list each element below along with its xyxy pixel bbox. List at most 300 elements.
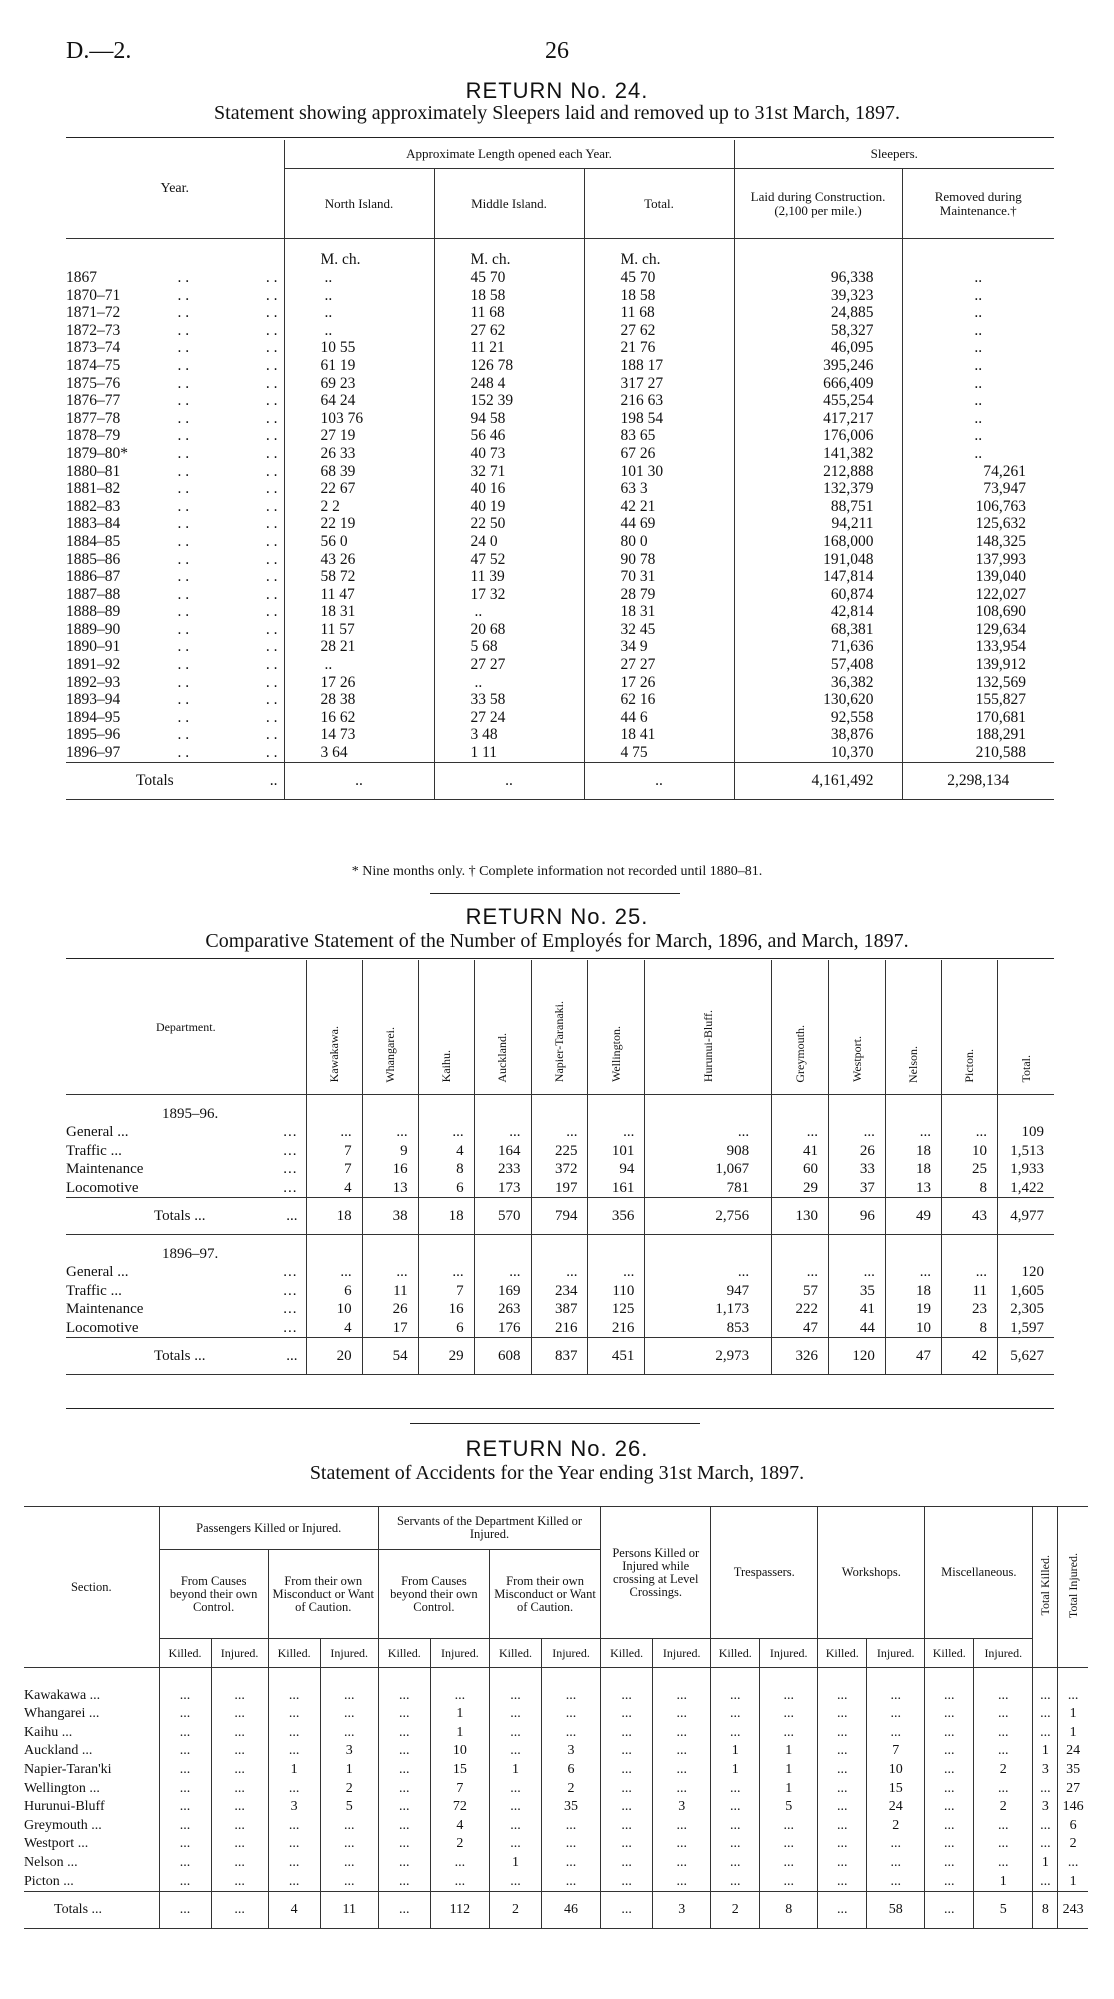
leader-dots: . . . . — [177, 462, 278, 480]
return24-row — [66, 586, 1054, 604]
leader-dots: . . . . — [177, 304, 278, 322]
employes-cell: ... — [941, 1123, 997, 1142]
accidents-cell: ... — [159, 1724, 211, 1743]
return24-subtitle: Statement showing approximately Sleepers laid and removed up to 31st March, 1897. — [214, 102, 900, 124]
document-code: D.—2. — [66, 38, 132, 64]
employes-column-header: Greymouth. — [792, 1024, 807, 1083]
accidents-cell: ... — [430, 1873, 489, 1892]
employes-total-cell: 4,977 — [997, 1198, 1054, 1235]
employes-cell: 947 — [645, 1282, 772, 1301]
north-island-cell: 11 47 — [284, 586, 434, 604]
laid-cell: 36,382 — [734, 674, 902, 692]
accidents-cell: 1 — [1058, 1724, 1088, 1743]
removed-cell: 108,690 — [902, 603, 1054, 621]
employes-column-header: Kawakawa. — [326, 1026, 341, 1083]
accidents-cell: ... — [601, 1705, 653, 1724]
totals-middle: .. — [434, 762, 584, 799]
removed-cell: .. — [902, 357, 1054, 375]
north-island-cell: 27 19 — [284, 427, 434, 445]
accidents-cell: ... — [974, 1835, 1033, 1854]
laid-cell: 42,814 — [734, 603, 902, 621]
north-island-header: North Island. — [284, 169, 434, 239]
accidents-cell: ... — [711, 1854, 760, 1873]
section-label: Whangarei ... — [24, 1706, 100, 1722]
accidents-cell: ... — [378, 1724, 430, 1743]
middle-island-cell: .. — [434, 674, 584, 692]
total-length-cell: 44 6 — [584, 709, 734, 727]
accidents-cell: ... — [1058, 1854, 1088, 1873]
return24-rows — [66, 269, 1054, 762]
middle-island-cell: 45 70 — [434, 269, 584, 287]
return24-row — [66, 515, 1054, 533]
employes-column-header: Auckland. — [495, 1032, 510, 1083]
accidents-cell: ... — [159, 1705, 211, 1724]
employes-cell: ... — [306, 1123, 362, 1142]
accidents-cell: 2 — [1058, 1835, 1088, 1854]
north-island-cell: 17 26 — [284, 674, 434, 692]
totals-removed: 2,298,134 — [902, 762, 1054, 799]
employes-cell: 222 — [772, 1300, 829, 1319]
accidents-cell: ... — [1033, 1687, 1058, 1706]
year-label: 1883–84 — [66, 515, 121, 533]
accidents-cell: ... — [211, 1742, 268, 1761]
employes-cell: 853 — [645, 1319, 772, 1338]
accidents-cell: 3 — [268, 1798, 320, 1817]
accidents-cell: ... — [541, 1817, 600, 1836]
accidents-cell: ... — [489, 1873, 541, 1892]
section-label: Kawakawa ... — [24, 1687, 101, 1703]
return24-row — [66, 498, 1054, 516]
total-length-cell: 188 17 — [584, 357, 734, 375]
accidents-cell: 146 — [1058, 1798, 1088, 1817]
employes-cell: 57 — [772, 1282, 829, 1301]
department-label: Traffic ... — [66, 1142, 122, 1159]
middle-island-cell: 56 46 — [434, 427, 584, 445]
removed-cell: .. — [902, 269, 1054, 287]
accidents-cell: 1 — [489, 1761, 541, 1780]
department-label: General ... — [66, 1124, 129, 1140]
removed-cell: .. — [902, 322, 1054, 340]
employes-cell: 7 — [418, 1282, 474, 1301]
accidents-cell: ... — [211, 1798, 268, 1817]
accidents-cell: ... — [541, 1835, 600, 1854]
employes-cell: 234 — [531, 1282, 588, 1301]
accidents-cell: ... — [1033, 1835, 1058, 1854]
north-island-cell: .. — [284, 322, 434, 340]
employes-cell: 11 — [362, 1282, 418, 1301]
employes-cell: 9 — [362, 1142, 418, 1161]
accidents-row — [24, 1724, 1088, 1743]
middle-island-cell: 126 78 — [434, 357, 584, 375]
total-length-cell: 70 31 — [584, 568, 734, 586]
return24-row — [66, 656, 1054, 674]
accidents-cell: ... — [268, 1687, 320, 1706]
department-label: Locomotive — [66, 1319, 139, 1336]
north-island-cell: 64 24 — [284, 392, 434, 410]
leader-dots: . . . . — [177, 708, 278, 726]
employes-cell: 908 — [645, 1142, 772, 1161]
accidents-row — [24, 1742, 1088, 1761]
accidents-total-cell: ... — [211, 1892, 268, 1929]
accidents-cell: ... — [653, 1854, 711, 1873]
year-label: 1879–80* — [66, 444, 128, 462]
employes-total-cell: 2,973 — [645, 1338, 772, 1375]
year-label: 1888–89 — [66, 603, 121, 621]
laid-cell: 417,217 — [734, 410, 902, 428]
accidents-cell: ... — [925, 1724, 974, 1743]
accidents-cell: ... — [760, 1724, 818, 1743]
accidents-cell: ... — [818, 1854, 867, 1873]
accidents-cell: ... — [159, 1687, 211, 1706]
totals-dots: .. — [269, 771, 278, 789]
accidents-total-cell: ... — [159, 1892, 211, 1929]
removed-cell: 133,954 — [902, 638, 1054, 656]
employes-cell: 6 — [306, 1282, 362, 1301]
accidents-cell: ... — [760, 1705, 818, 1724]
accidents-cell: ... — [818, 1798, 867, 1817]
accidents-cell: ... — [925, 1854, 974, 1873]
accidents-cell: ... — [711, 1687, 760, 1706]
year-label: 1894–95 — [66, 708, 121, 726]
employes-cell: 216 — [588, 1319, 645, 1338]
north-island-cell: 10 55 — [284, 339, 434, 357]
employes-cell: ... — [306, 1263, 362, 1282]
north-island-cell: 16 62 — [284, 709, 434, 727]
accidents-cell: ... — [867, 1705, 925, 1724]
accidents-cell: ... — [159, 1854, 211, 1873]
return24-row — [66, 603, 1054, 621]
employes-cell: 25 — [941, 1160, 997, 1179]
injured-subheader: Injured. — [974, 1639, 1033, 1668]
employes-cell: 1,597 — [997, 1319, 1054, 1338]
laid-cell: 455,254 — [734, 392, 902, 410]
accidents-cell: ... — [211, 1780, 268, 1799]
middle-island-cell: 94 58 — [434, 410, 584, 428]
employes-total-cell: 2,756 — [645, 1198, 772, 1235]
accidents-cell: ... — [211, 1687, 268, 1706]
accidents-cell: ... — [159, 1835, 211, 1854]
employes-cell: 125 — [588, 1300, 645, 1319]
accidents-cell: ... — [1033, 1873, 1058, 1892]
accidents-cell: ... — [320, 1835, 378, 1854]
removed-cell: 125,632 — [902, 515, 1054, 533]
return24-row — [66, 533, 1054, 551]
accidents-cell: 15 — [867, 1780, 925, 1799]
accidents-cell: 1 — [430, 1705, 489, 1724]
leader-dots: ... — [283, 1282, 298, 1299]
accidents-cell: ... — [867, 1873, 925, 1892]
year-label: 1870–71 — [66, 286, 121, 304]
return24-row — [66, 392, 1054, 410]
employes-cell: 4 — [306, 1319, 362, 1338]
accidents-cell: ... — [653, 1873, 711, 1892]
middle-island-cell: 3 48 — [434, 726, 584, 744]
accidents-cell: ... — [320, 1873, 378, 1892]
total-length-cell: 44 69 — [584, 515, 734, 533]
leader-dots: . . . . — [177, 321, 278, 339]
leader-dots: . . . . — [177, 497, 278, 515]
killed-subheader: Killed. — [159, 1639, 211, 1668]
employes-cell: 7 — [306, 1142, 362, 1161]
laid-header: Laid during Construction. (2,100 per mile.) — [734, 169, 902, 239]
trespassers-header: Trespassers. — [711, 1507, 818, 1639]
accidents-cell: 24 — [867, 1798, 925, 1817]
accidents-cell: ... — [320, 1705, 378, 1724]
total-length-cell: 18 41 — [584, 726, 734, 744]
employes-cell: 101 — [588, 1142, 645, 1161]
middle-island-cell: 24 0 — [434, 533, 584, 551]
accidents-cell: ... — [818, 1873, 867, 1892]
employes-cell: 13 — [885, 1179, 941, 1198]
accidents-cell: ... — [601, 1798, 653, 1817]
accidents-row — [24, 1798, 1088, 1817]
north-island-cell: 28 21 — [284, 638, 434, 656]
laid-cell: 24,885 — [734, 304, 902, 322]
accidents-cell: 1 — [760, 1761, 818, 1780]
removed-cell: .. — [902, 304, 1054, 322]
leader-dots: ... — [283, 1142, 298, 1159]
section-label: Wellington ... — [24, 1780, 100, 1796]
accidents-cell: 1 — [430, 1724, 489, 1743]
employes-cell: ... — [362, 1263, 418, 1282]
employes-column-header: Picton. — [962, 1048, 977, 1083]
north-island-cell: 22 19 — [284, 515, 434, 533]
return26-subtitle: Statement of Accidents for the Year ending 31st March, 1897. — [309, 1462, 805, 1484]
employes-cell: 41 — [829, 1300, 886, 1319]
accidents-cell: 7 — [867, 1742, 925, 1761]
total-length-cell: 63 3 — [584, 480, 734, 498]
accidents-cell: ... — [653, 1687, 711, 1706]
employes-cell: ... — [418, 1123, 474, 1142]
return24-title: RETURN No. 24. — [465, 78, 649, 103]
accidents-cell: ... — [711, 1724, 760, 1743]
total-length-cell: 42 21 — [584, 498, 734, 516]
total-length-cell: 28 79 — [584, 586, 734, 604]
accidents-cell: ... — [653, 1761, 711, 1780]
department-label: Locomotive — [66, 1179, 139, 1196]
year-label: 1896–97 — [66, 744, 121, 762]
year-label: 1893–94 — [66, 691, 121, 709]
accidents-cell: 2 — [974, 1798, 1033, 1817]
accidents-cell: 1 — [711, 1742, 760, 1761]
leader-dots: . . . . — [177, 691, 278, 709]
year-cell — [66, 322, 284, 340]
employes-total-cell: 18 — [418, 1198, 474, 1235]
accidents-cell: ... — [159, 1742, 211, 1761]
total-injured-header: Total Injured. — [1065, 1552, 1080, 1619]
employes-cell: 387 — [531, 1300, 588, 1319]
passengers-header: Passengers Killed or Injured. — [159, 1507, 378, 1550]
year-label: 1889–90 — [66, 620, 121, 638]
laid-cell: 46,095 — [734, 339, 902, 357]
total-length-cell: 317 27 — [584, 375, 734, 393]
removed-cell: .. — [902, 445, 1054, 463]
employes-cell: 1,422 — [997, 1179, 1054, 1198]
employes-cell: 18 — [885, 1142, 941, 1161]
employes-cell: 2,305 — [997, 1300, 1054, 1319]
accidents-cell: 2 — [320, 1780, 378, 1799]
accidents-cell: ... — [925, 1873, 974, 1892]
return24-row — [66, 322, 1054, 340]
accidents-total-cell: 5 — [974, 1892, 1033, 1929]
servants-header: Servants of the Department Killed or Injured. — [378, 1507, 600, 1550]
accidents-cell: ... — [320, 1817, 378, 1836]
employes-cell: 176 — [474, 1319, 531, 1338]
accidents-total-cell: 3 — [653, 1892, 711, 1929]
middle-island-cell: .. — [434, 603, 584, 621]
employes-row — [66, 1142, 1054, 1161]
accidents-cell: ... — [541, 1724, 600, 1743]
accidents-cell: 1 — [974, 1873, 1033, 1892]
total-killed-header: Total Killed. — [1037, 1555, 1052, 1616]
accidents-cell: ... — [378, 1798, 430, 1817]
accidents-cell: 1 — [1058, 1705, 1088, 1724]
total-length-cell: 18 58 — [584, 287, 734, 305]
accidents-cell: ... — [1033, 1705, 1058, 1724]
accidents-cell: ... — [1033, 1780, 1058, 1799]
injured-subheader: Injured. — [760, 1639, 818, 1668]
total-header: Total. — [584, 169, 734, 239]
year-cell — [66, 515, 284, 533]
accidents-cell: 35 — [541, 1798, 600, 1817]
north-island-cell: 43 26 — [284, 551, 434, 569]
accidents-row — [24, 1687, 1088, 1706]
north-island-cell: 18 31 — [284, 603, 434, 621]
return24-row — [66, 744, 1054, 762]
accidents-cell: ... — [268, 1742, 320, 1761]
accidents-cell: 1 — [760, 1780, 818, 1799]
year-label: 1881–82 — [66, 480, 121, 498]
accidents-cell: ... — [760, 1835, 818, 1854]
middle-island-cell: 40 73 — [434, 445, 584, 463]
accidents-cell: ... — [711, 1780, 760, 1799]
middle-island-cell: 17 32 — [434, 586, 584, 604]
leader-dots: . . . . — [177, 550, 278, 568]
accidents-row — [24, 1780, 1088, 1799]
accidents-cell: ... — [159, 1817, 211, 1836]
return24-row — [66, 339, 1054, 357]
accidents-cell: ... — [974, 1705, 1033, 1724]
employes-cell: 1,513 — [997, 1142, 1054, 1161]
middle-island-cell: 27 62 — [434, 322, 584, 340]
accidents-cell: ... — [1033, 1724, 1058, 1743]
return24-row — [66, 357, 1054, 375]
year-label: 1880–81 — [66, 462, 121, 480]
laid-cell: 132,379 — [734, 480, 902, 498]
section-header: Section. — [24, 1507, 159, 1668]
year-cell — [66, 744, 284, 762]
leader-dots: ... — [286, 1348, 298, 1364]
totals-total: .. — [584, 762, 734, 799]
employes-cell: 1,933 — [997, 1160, 1054, 1179]
leader-dots: . . . . — [177, 744, 278, 762]
year-cell — [66, 656, 284, 674]
accidents-cell: ... — [541, 1687, 600, 1706]
accidents-cell: ... — [268, 1873, 320, 1892]
total-length-cell: 27 62 — [584, 322, 734, 340]
employes-total-cell: 356 — [588, 1198, 645, 1235]
accidents-cell: 5 — [760, 1798, 818, 1817]
accidents-cell: 15 — [430, 1761, 489, 1780]
accidents-cell: 6 — [541, 1761, 600, 1780]
employes-column-header: Wellington. — [609, 1026, 624, 1083]
accidents-cell: 3 — [320, 1742, 378, 1761]
laid-cell: 38,876 — [734, 726, 902, 744]
north-island-cell: 58 72 — [284, 568, 434, 586]
leader-dots: ... — [283, 1264, 298, 1280]
accidents-cell: ... — [320, 1687, 378, 1706]
north-island-cell: 68 39 — [284, 463, 434, 481]
accidents-cell: 1 — [320, 1761, 378, 1780]
employes-total-cell: 43 — [941, 1198, 997, 1235]
return24-footnote: * Nine months only. † Complete information not recorded until 1880–81. — [351, 864, 763, 879]
employes-total-cell: 29 — [418, 1338, 474, 1375]
section-label: Hurunui-Bluff — [24, 1799, 105, 1815]
accidents-cell: ... — [430, 1687, 489, 1706]
return24-row — [66, 445, 1054, 463]
employes-cell: 781 — [645, 1179, 772, 1198]
removed-cell: .. — [902, 339, 1054, 357]
employes-cell: ... — [772, 1123, 829, 1142]
middle-island-cell: 18 58 — [434, 287, 584, 305]
year-label: 1887–88 — [66, 585, 121, 603]
accidents-cell: ... — [653, 1817, 711, 1836]
employes-cell: 16 — [362, 1160, 418, 1179]
laid-cell: 39,323 — [734, 287, 902, 305]
accidents-cell: ... — [711, 1817, 760, 1836]
total-length-cell: 83 65 — [584, 427, 734, 445]
accidents-cell: ... — [601, 1835, 653, 1854]
employes-cell: 372 — [531, 1160, 588, 1179]
year-label: 1878–79 — [66, 427, 121, 445]
return24-row — [66, 691, 1054, 709]
year-cell — [66, 339, 284, 357]
employes-total-cell: 54 — [362, 1338, 418, 1375]
leader-dots: . . . . — [177, 585, 278, 603]
employes-cell: ... — [645, 1263, 772, 1282]
employes-cell: ... — [829, 1263, 886, 1282]
employes-cell: 33 — [829, 1160, 886, 1179]
year-label: 1867 — [66, 269, 97, 286]
north-island-cell: 103 76 — [284, 410, 434, 428]
accidents-cell: ... — [378, 1705, 430, 1724]
leader-dots: . . . . — [177, 480, 278, 498]
employes-total-cell: 451 — [588, 1338, 645, 1375]
middle-island-cell: 11 68 — [434, 304, 584, 322]
accidents-row — [24, 1854, 1088, 1873]
laid-cell: 191,048 — [734, 551, 902, 569]
employes-row — [66, 1319, 1054, 1338]
accidents-cell: 35 — [1058, 1761, 1088, 1780]
north-island-cell: 61 19 — [284, 357, 434, 375]
killed-subheader: Killed. — [601, 1639, 653, 1668]
accidents-cell: ... — [974, 1817, 1033, 1836]
year-label: 1886–87 — [66, 568, 121, 586]
accidents-cell: ... — [159, 1798, 211, 1817]
middle-island-cell: 11 39 — [434, 568, 584, 586]
killed-subheader: Killed. — [925, 1639, 974, 1668]
accidents-total-cell: 58 — [867, 1892, 925, 1929]
accidents-cell: ... — [818, 1724, 867, 1743]
laid-cell: 10,370 — [734, 744, 902, 762]
laid-cell: 176,006 — [734, 427, 902, 445]
employes-column-header: Napier-Taranaki. — [552, 1001, 567, 1083]
accidents-cell: 3 — [653, 1798, 711, 1817]
north-island-cell: .. — [284, 287, 434, 305]
accidents-cell: ... — [159, 1780, 211, 1799]
total-length-cell: 21 76 — [584, 339, 734, 357]
leader-dots: . . . . — [177, 356, 278, 374]
